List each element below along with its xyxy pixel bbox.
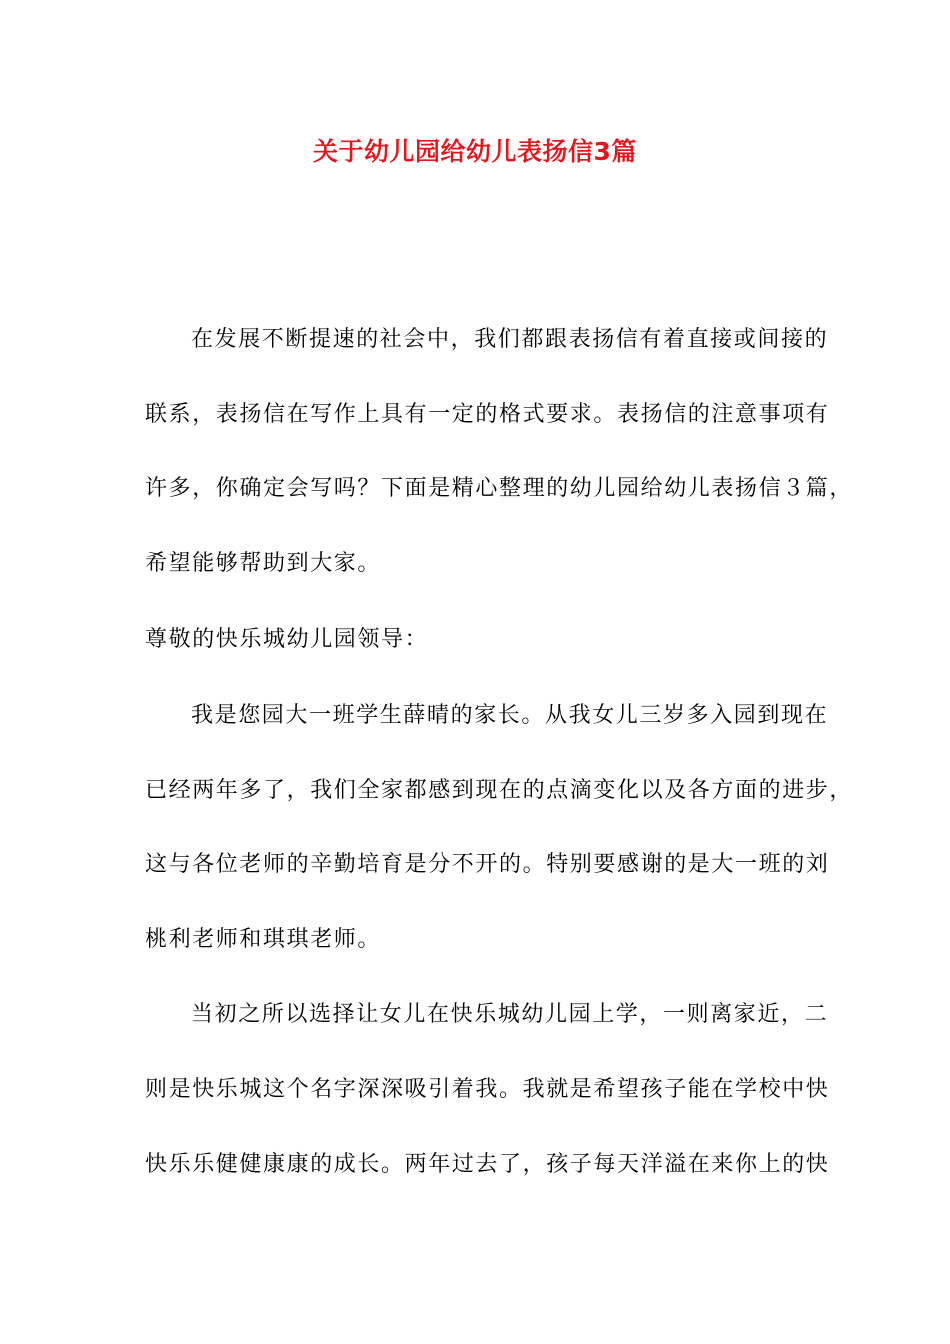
paragraph-line: 则是快乐城这个名字深深吸引着我。我就是希望孩子能在学校中快: [145, 1077, 830, 1102]
salutation-line: 尊敬的快乐城幼儿园领导：: [145, 627, 429, 652]
document-title: 关于幼儿园给幼儿表扬信3篇: [313, 137, 637, 166]
paragraph-line: 快乐乐健健康康的成长。两年过去了，孩子每天洋溢在来你上的快: [145, 1152, 830, 1177]
paragraph-line: 许多，你确定会写吗？下面是精心整理的幼儿园给幼儿表扬信３篇，: [145, 476, 854, 501]
paragraph-line: 桃利老师和琪琪老师。: [145, 927, 382, 952]
paragraph-line: 已经两年多了，我们全家都感到现在的点滴变化以及各方面的进步，: [145, 778, 854, 803]
paragraph-line: 希望能够帮助到大家。: [145, 551, 382, 576]
paragraph-line: 这与各位老师的辛勤培育是分不开的。特别要感谢的是大一班的刘: [145, 852, 830, 877]
paragraph-line: 我是您园大一班学生薛晴的家长。从我女儿三岁多入园到现在: [191, 703, 829, 728]
paragraph-line: 当初之所以选择让女儿在快乐城幼儿园上学，一则离家近，二: [191, 1002, 829, 1027]
paragraph-line: 联系，表扬信在写作上具有一定的格式要求。表扬信的注意事项有: [145, 402, 830, 427]
paragraph-line: 在发展不断提速的社会中，我们都跟表扬信有着直接或间接的: [191, 327, 829, 352]
